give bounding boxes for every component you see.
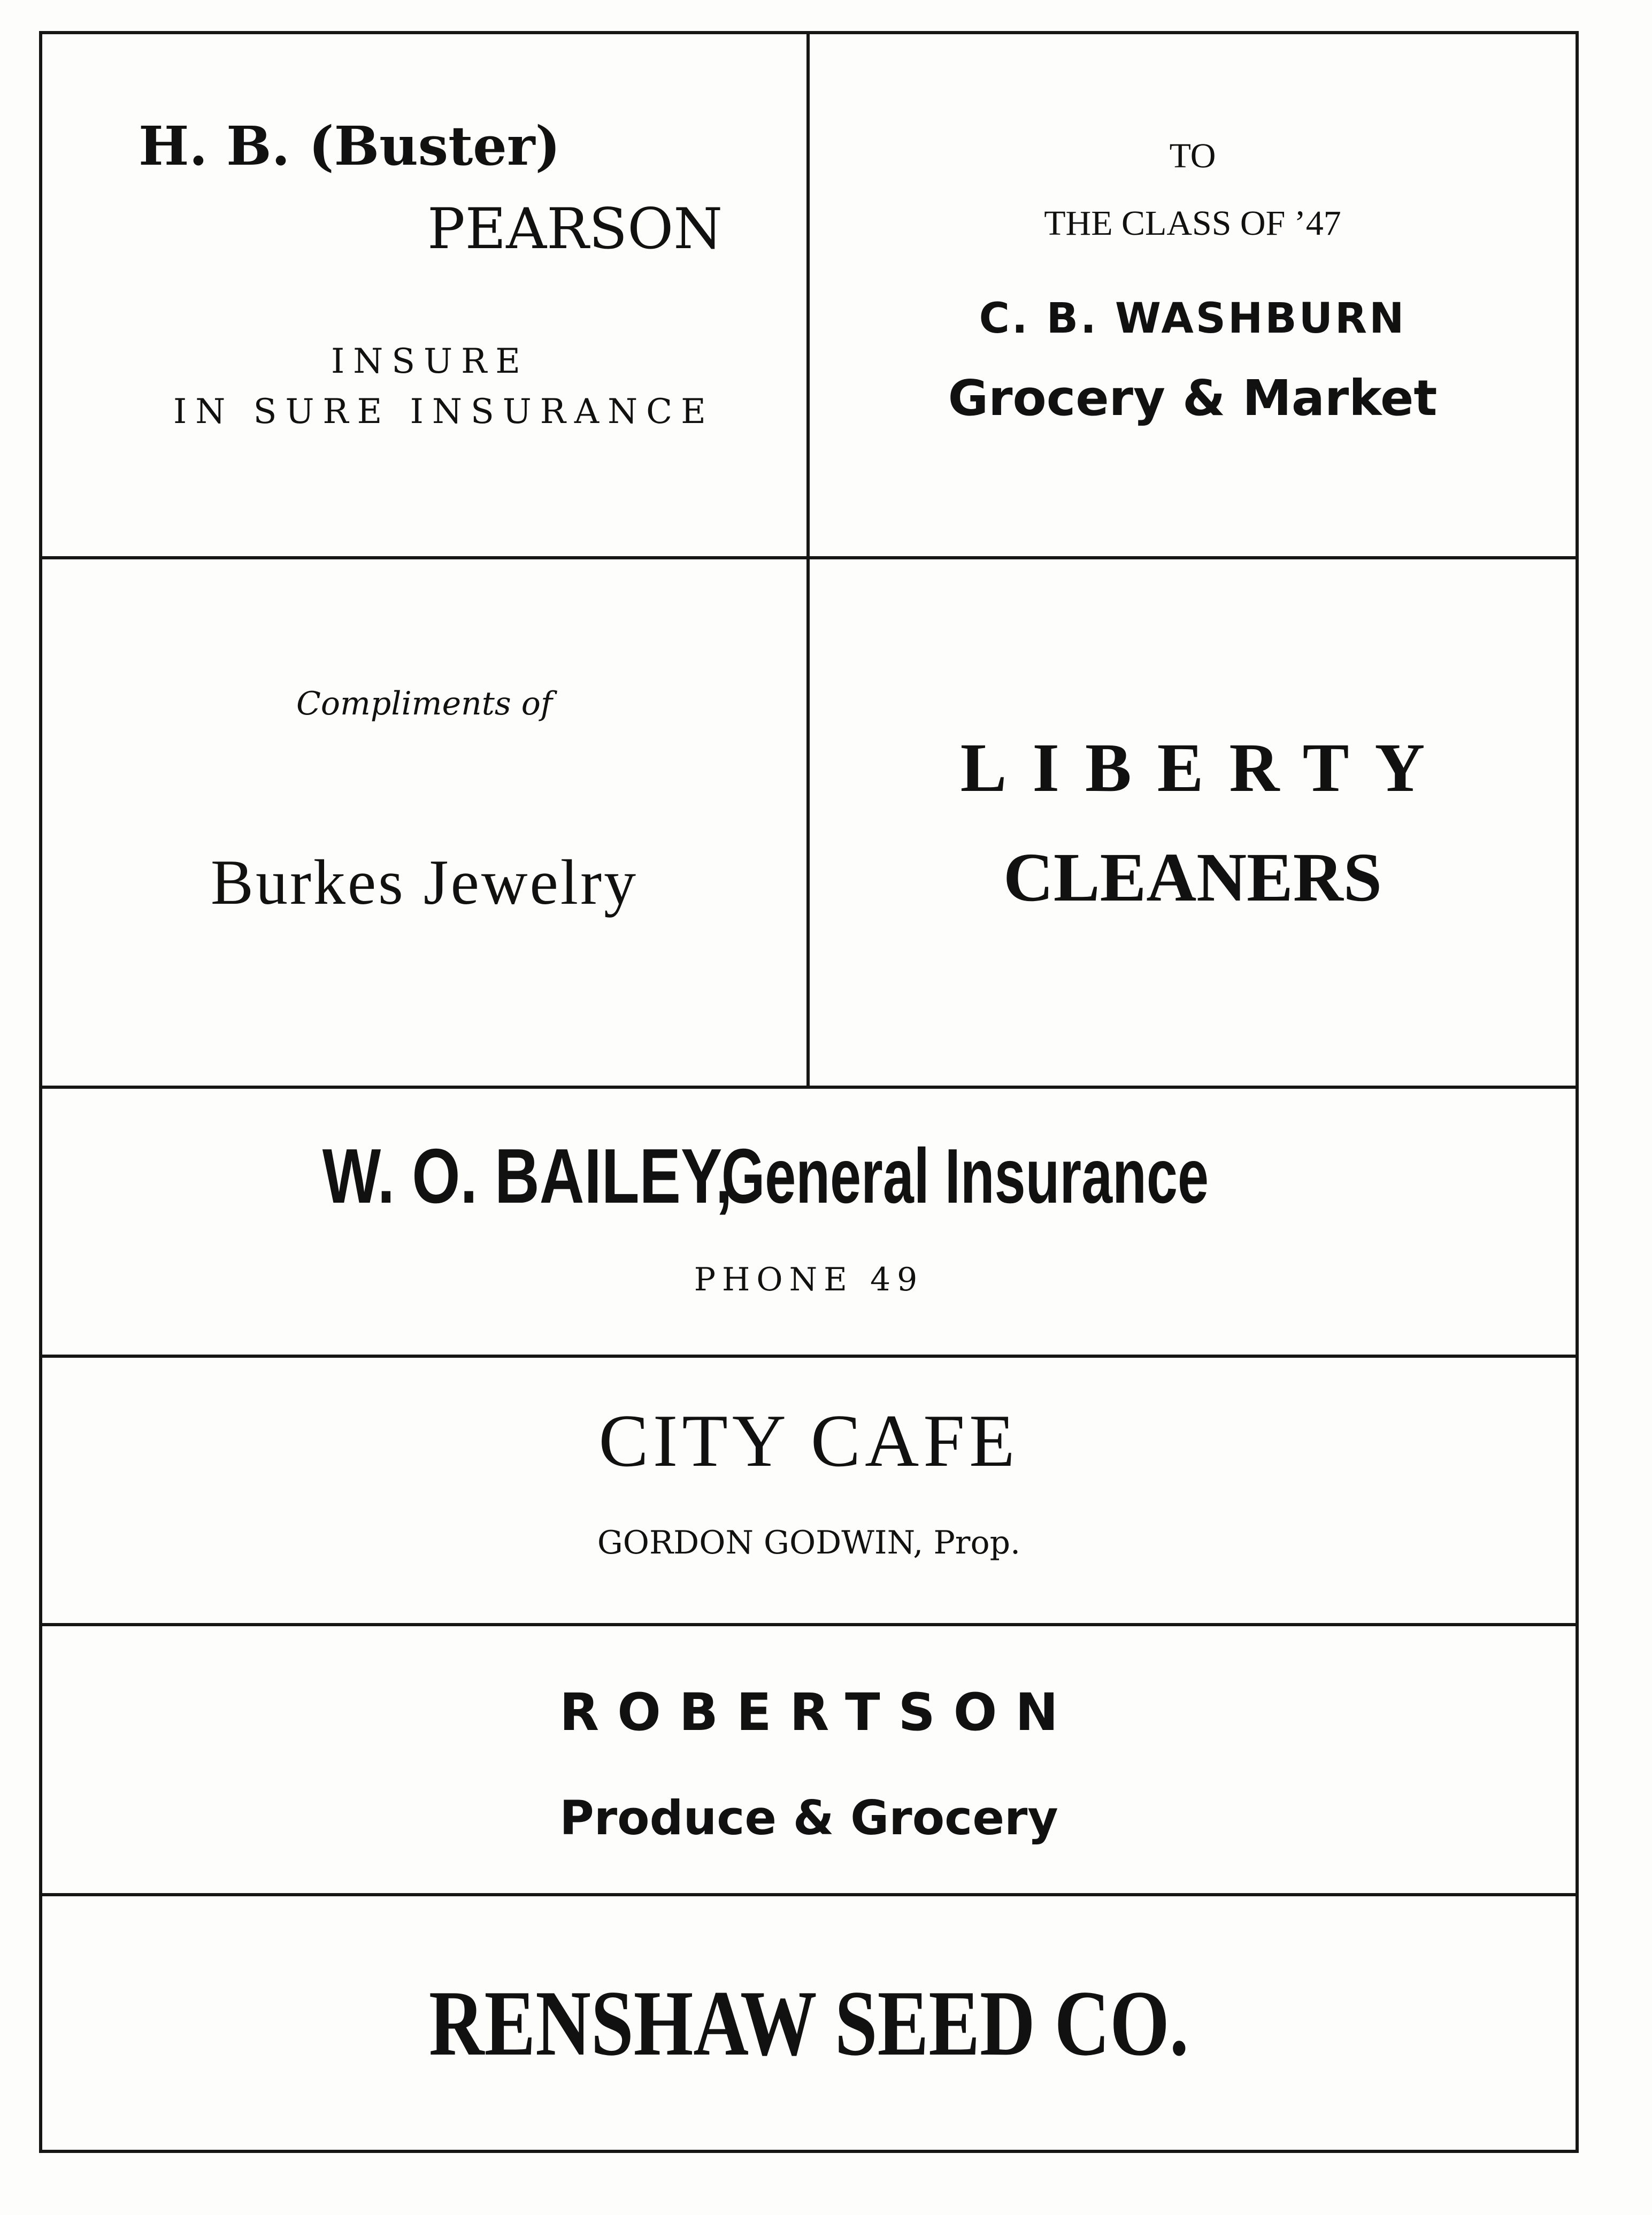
ad-city-cafe — [42, 1358, 1576, 1623]
ad-pearson — [42, 34, 806, 556]
pearson-slogan-line2: IN SURE INSURANCE — [173, 392, 714, 432]
bailey-name: W. O. BAILEY, — [322, 1133, 733, 1219]
ad-bailey-insurance — [42, 1089, 1576, 1355]
bailey-headline — [220, 1132, 1399, 1221]
bailey-phone: PHONE 49 — [694, 1261, 924, 1298]
washburn-business: Grocery & Market — [948, 370, 1438, 427]
ad-renshaw-seed — [42, 1896, 1576, 2150]
pearson-surname: PEARSON — [427, 196, 723, 262]
robertson-business: Produce & Grocery — [559, 1790, 1058, 1845]
ad-burkes-jewelry — [42, 559, 806, 1086]
pearson-slogan-line1: INSURE — [331, 342, 529, 381]
bailey-business: General Insurance — [721, 1133, 1209, 1219]
liberty-name-line2: CLEANERS — [1003, 839, 1382, 916]
renshaw-name: RENSHAW SEED CO. — [429, 1971, 1189, 2075]
washburn-name: C. B. WASHBURN — [979, 295, 1407, 343]
burkes-name: Burkes Jewelry — [210, 847, 639, 918]
pearson-name-line: H. B. (Buster) — [139, 114, 560, 178]
ad-liberty-cleaners — [810, 559, 1576, 1086]
ad-robertson — [42, 1626, 1576, 1893]
city-cafe-name: CITY CAFE — [598, 1399, 1019, 1482]
burkes-compliments: Compliments of — [296, 685, 553, 722]
liberty-name-line1: LIBERTY — [960, 729, 1451, 806]
ad-washburn — [810, 34, 1576, 556]
robertson-name: ROBERTSON — [559, 1682, 1077, 1742]
city-cafe-proprietor: GORDON GODWIN, Prop. — [597, 1524, 1021, 1562]
washburn-class: THE CLASS OF ’47 — [1044, 204, 1341, 243]
washburn-to: TO — [1169, 136, 1216, 175]
